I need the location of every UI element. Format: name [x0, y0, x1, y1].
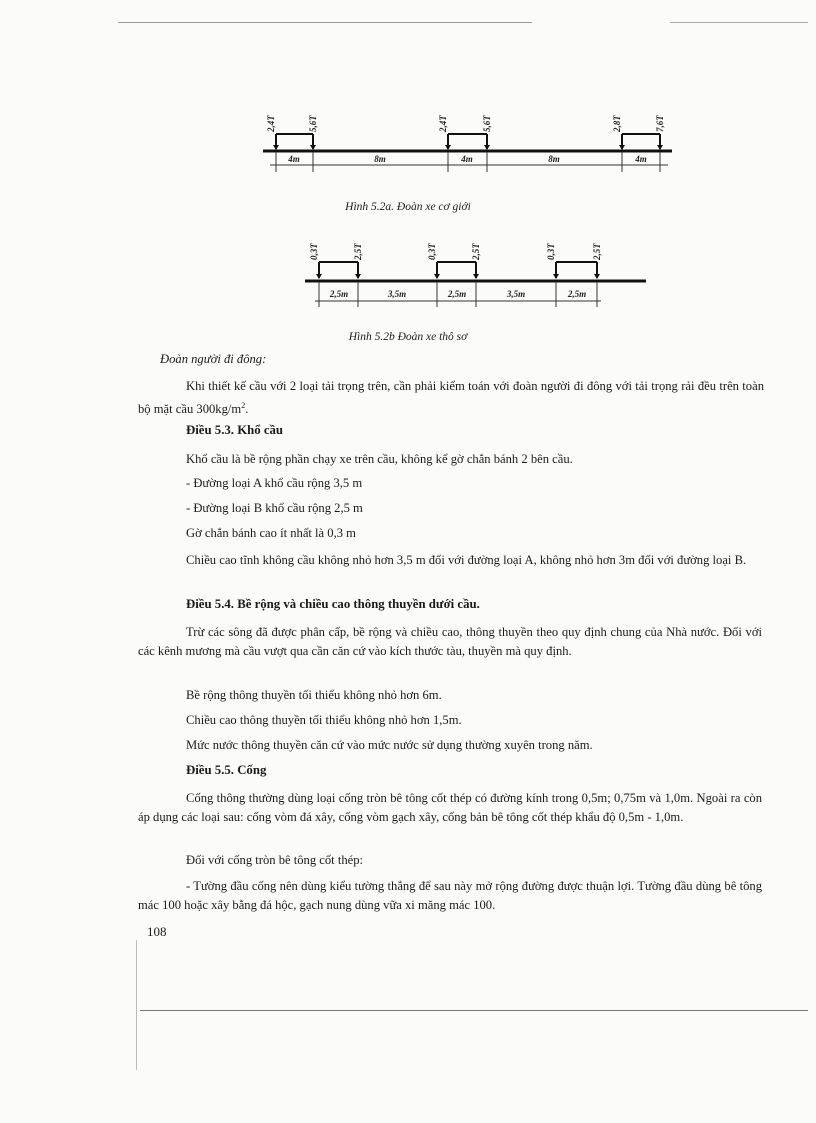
pedestrian-text — [138, 377, 764, 419]
span-label: 3,5m — [387, 289, 407, 299]
section-5-5-p1: Cống thông thường dùng loại cống tròn bê tông cốt thép có đường kính trong 0,5m; 0,75m và 1,0m. Ngoài ra còn áp dụng các loại sau: cống vòm đá xây, cống vòm gạch xây, cống bản bê tông cốt thép khẩu độ 0,5m - 1,0m. — [138, 791, 762, 824]
span-label: 8m — [548, 154, 560, 164]
span-label: 3,5m — [506, 289, 526, 299]
load-label: 5,6T — [308, 115, 318, 132]
scan-left-edge — [136, 940, 137, 1070]
load-label: 7,6T — [655, 115, 665, 132]
scan-bottom-line — [140, 1010, 808, 1011]
page-number: 108 — [147, 924, 167, 939]
figure-caption-a: Hình 5.2a. Đoàn xe cơ giới — [345, 201, 471, 213]
section-5-5-p3: - Tường đầu cống nên dùng kiểu tường thẳng để sau này mở rộng đường được thuận lợi. Tường đầu dùng bê tông mác 100 hoặc xây bằng đá hộc, gạch nung dùng vữa xi măng mác 100. — [138, 879, 762, 912]
load-label: 2,4T — [438, 115, 448, 132]
load-label: 5,6T — [482, 115, 492, 132]
cart-b-1 — [319, 262, 358, 278]
pedestrian-body: Khi thiết kế cầu với 2 loại tải trọng trên, cần phải kiểm toán với đoàn người đi đông với tải trọng rải đều trên toàn bộ mặt cầu 300kg/m — [138, 379, 764, 417]
load-label: 2,8T — [612, 115, 622, 132]
span-label: 2,5m — [567, 289, 587, 299]
section-5-3-heading: Điều 5.3. Khổ cầu — [186, 423, 284, 437]
span-label: 8m — [374, 154, 386, 164]
cart-b-3 — [556, 262, 597, 278]
load-label: 2,5T — [471, 243, 481, 260]
load-label: 2,5T — [353, 243, 363, 260]
load-label: 0,3T — [427, 243, 437, 260]
section-5-3-p5: Chiều cao tĩnh không cầu không nhỏ hơn 3,5 m đối với đường loại A, không nhỏ hơn 3m đối với đường loại B. — [186, 553, 747, 567]
section-5-3-p4: Gờ chắn bánh cao ít nhất là 0,3 m — [186, 526, 356, 540]
span-label: 4m — [288, 154, 300, 164]
section-5-4-heading: Điều 5.4. Bề rộng và chiều cao thông thuyền dưới cầu. — [186, 597, 480, 611]
span-label: 4m — [635, 154, 647, 164]
figure-5-2b — [0, 0, 816, 320]
cart-b-2 — [437, 262, 476, 278]
pedestrian-sup: 2 — [241, 401, 246, 410]
section-5-5-heading: Điều 5.5. Cống — [186, 763, 267, 777]
section-5-4-p3: Chiều cao thông thuyền tối thiểu không nhỏ hơn 1,5m. — [186, 713, 462, 727]
load-label: 0,3T — [546, 243, 556, 260]
figure-caption-b: Hình 5.2b Đoàn xe thô sơ — [348, 331, 468, 343]
load-label: 0,3T — [309, 243, 319, 260]
section-5-3-p2: - Đường loại A khổ cầu rộng 3,5 m — [186, 476, 363, 490]
section-5-3-p3: - Đường loại B khổ cầu rộng 2,5 m — [186, 501, 363, 515]
span-label: 2,5m — [329, 289, 349, 299]
section-5-3-p1: Khổ cầu là bề rộng phần chạy xe trên cầu, không kể gờ chắn bánh 2 bên cầu. — [186, 452, 573, 466]
pedestrian-title: Đoàn người đi đông: — [160, 352, 267, 366]
section-5-4-p1: Trừ các sông đã được phân cấp, bề rộng và chiều cao, thông thuyền theo quy định chung của Nhà nước. Đối với các kênh mương mà cầu vượt qua cần căn cứ vào kích thước tàu, thuyền mà quy định. — [138, 625, 762, 658]
span-label: 4m — [461, 154, 473, 164]
span-label: 2,5m — [447, 289, 467, 299]
load-label: 2,5T — [592, 243, 602, 260]
pedestrian-tail: . — [245, 402, 249, 417]
section-5-4-p4: Mức nước thông thuyền căn cứ vào mức nước sử dụng thường xuyên trong năm. — [186, 738, 593, 752]
section-5-5-p2: Đối với cống tròn bê tông cốt thép: — [186, 853, 363, 867]
load-label: 2,4T — [266, 115, 276, 132]
section-5-4-p2: Bề rộng thông thuyền tối thiểu không nhỏ hơn 6m. — [186, 688, 442, 702]
